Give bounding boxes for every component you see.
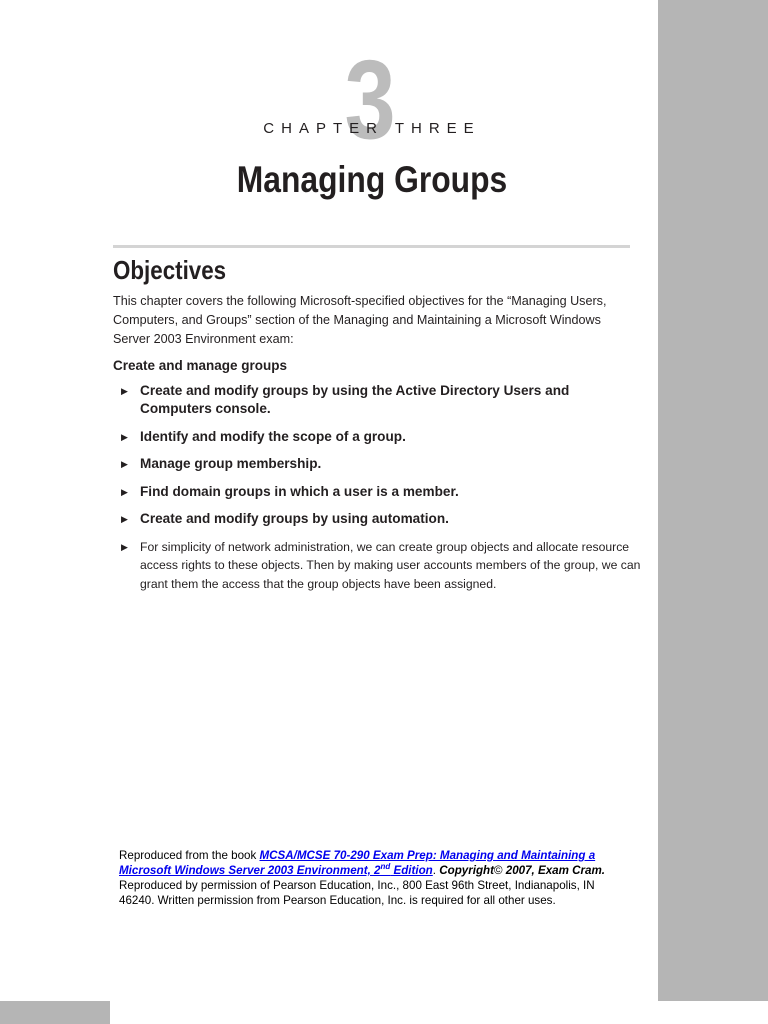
section-divider — [113, 245, 630, 248]
permission-text: Reproduced by permission of Pearson Education, Inc., 800 East 96th Street, Indianapolis, IN 46240. Written permission from Pearson Education, Inc. is required for all other uses. — [119, 879, 595, 907]
side-band — [658, 0, 768, 1001]
reproduction-notice — [119, 848, 619, 908]
objectives-list — [113, 382, 643, 603]
list-item — [113, 483, 643, 501]
triangle-bullet-icon: ▶ — [121, 431, 128, 442]
footer-period: . — [432, 864, 440, 877]
chapter-title: Managing Groups — [236, 159, 508, 200]
copyright-word: Copyright — [439, 864, 494, 877]
list-item — [113, 455, 643, 473]
triangle-bullet-icon: ▶ — [121, 386, 128, 396]
objective-text: Find domain groups in which a user is a member. — [140, 483, 459, 499]
list-item — [113, 428, 643, 446]
note-text: For simplicity of network administration, we can create group objects and allocate resource access rights to these objects. Then by making user accounts members of the group, we can grant them the access that the group objects have been assigned. — [140, 539, 641, 591]
list-item — [113, 510, 643, 528]
bottom-tab — [0, 1001, 110, 1024]
book-link-sup: nd — [380, 862, 391, 872]
list-item-note — [113, 538, 643, 594]
objective-text: Create and modify groups by using the Active Directory Users and Computers console. — [140, 383, 570, 416]
book-link-suffix: Edition — [390, 864, 433, 877]
objectives-intro: This chapter covers the following Microsoft-specified objectives for the “Managing Users, Computers, and Groups” section of the Managing and Maintaining a Microsoft Windows Server 2003 Environment exam: — [113, 294, 607, 346]
chapter-number: 3 — [344, 37, 396, 162]
footer-prefix: Reproduced from the book — [119, 849, 260, 862]
list-item — [113, 382, 643, 418]
triangle-bullet-icon: ▶ — [121, 514, 128, 524]
book-link-text: MCSA/MCSE 70-290 Exam Prep: Managing and Maintaining a Microsoft Windows Server 2003 Environment, 2 — [119, 849, 596, 877]
chapter-label: CHAPTER THREE — [263, 120, 481, 137]
bottom-strip — [110, 1001, 658, 1024]
copyright-rest: 2007, Exam Cram. — [502, 864, 606, 877]
objectives-heading: Objectives — [113, 255, 227, 285]
triangle-bullet-icon: ▶ — [121, 459, 128, 469]
objective-text: Create and modify groups by using automation. — [140, 511, 449, 526]
triangle-bullet-icon: ▶ — [121, 486, 128, 497]
triangle-bullet-icon: ▶ — [121, 541, 128, 552]
objective-text: Identify and modify the scope of a group. — [140, 428, 406, 444]
section-label: Create and manage groups — [113, 358, 288, 373]
copyright-symbol: © — [493, 864, 503, 877]
objective-text: Manage group membership. — [140, 456, 322, 471]
